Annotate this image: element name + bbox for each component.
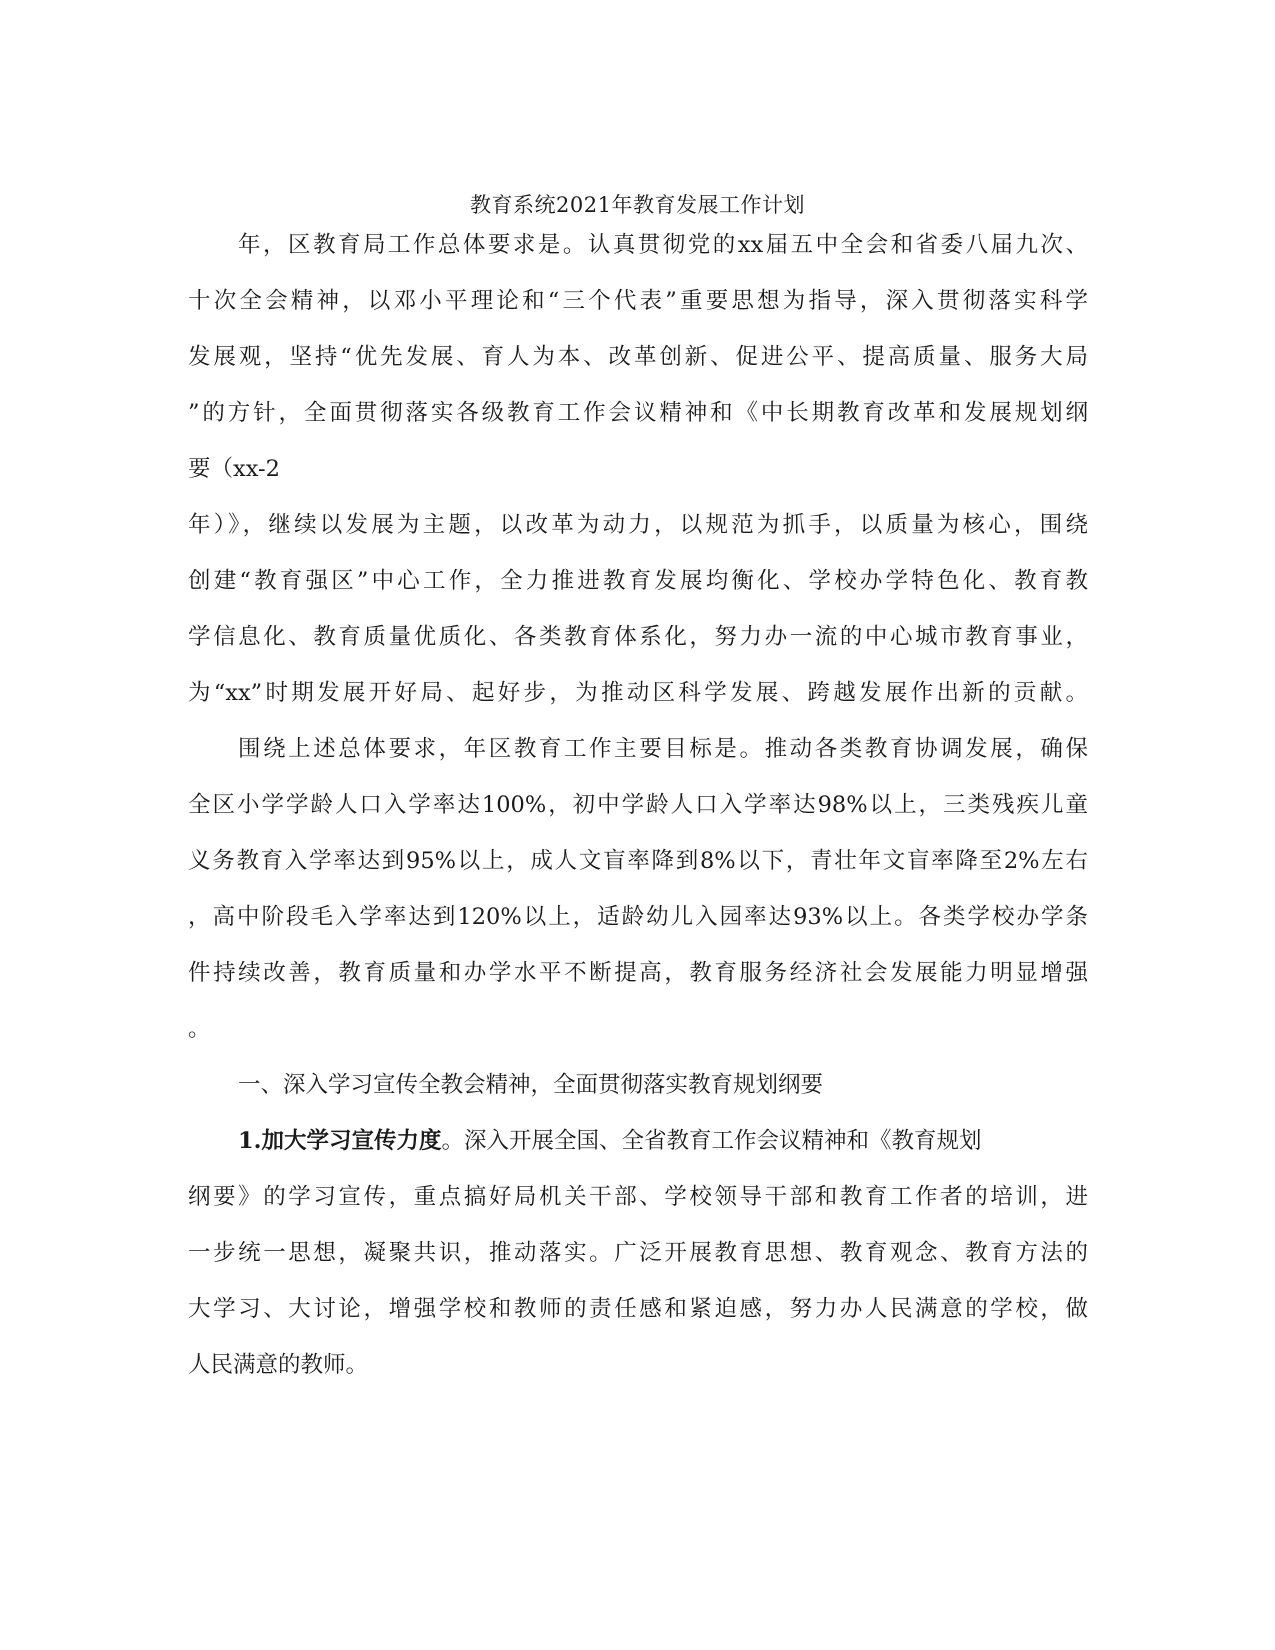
paragraph-1-line: ”的方针，全面贯彻落实各级教育工作会议精神和《中长期教育改革和发展规划纲 [188,400,1088,426]
paragraph-2-line: 围绕上述总体要求，年区教育工作主要目标是。推动各类教育协调发展，确保 [238,736,1088,762]
paragraph-1-line: 要（xx-2 [188,456,280,482]
item-1-heading: 1.加大学习宣传力度 [238,1128,442,1154]
paragraph-1-line: 创建“教育强区”中心工作，全力推进教育发展均衡化、学校办学特色化、教育教 [188,568,1088,594]
paragraph-1-line: 发展观，坚持“优先发展、育人为本、改革创新、促进公平、提高质量、服务大局 [188,344,1088,370]
section-heading: 一、深入学习宣传全教会精神，全面贯彻落实教育规划纲要 [238,1072,824,1098]
item-1-line: 人民满意的教师。 [188,1352,369,1378]
paragraph-1-line: 年，区教育局工作总体要求是。认真贯彻党的xx届五中全会和省委八届九次、 [238,232,1088,258]
paragraph-1-line: 年）》，继续以发展为主题，以改革为动力，以规范为抓手，以质量为核心，围绕 [188,512,1088,538]
item-1-line: 大学习、大讨论，增强学校和教师的责任感和紧迫感，努力办人民满意的学校，做 [188,1296,1088,1322]
document-title: 教育系统2021年教育发展工作计划 [470,193,805,217]
paragraph-1-line: 十次全会精神，以邓小平理论和“三个代表”重要思想为指导，深入贯彻落实科学 [188,288,1088,314]
paragraph-1-line: 学信息化、教育质量优质化、各类教育体系化，努力办一流的中心城市教育事业， [188,624,1088,650]
item-1-line: 纲要》的学习宣传，重点搞好局机关干部、学校领导干部和教育工作者的培训，进 [188,1184,1088,1210]
paragraph-2-line: 义务教育入学率达到95%以上，成人文盲率降到8%以下，青壮年文盲率降至2%左右 [188,848,1088,874]
paragraph-2-line: 。 [188,1016,211,1042]
item-1-first-line-text: 。深入开展全国、全省教育工作会议精神和《教育规划 [441,1128,982,1154]
item-1-first-line [238,1126,1088,1156]
paragraph-2-line: ，高中阶段毛入学率达到120%以上，适龄幼儿入园率达93%以上。各类学校办学条 [188,904,1088,930]
paragraph-2-line: 全区小学学龄人口入学率达100%，初中学龄人口入学率达98%以上，三类残疾儿童 [188,792,1088,818]
paragraph-1-line: 为“xx”时期发展开好局、起好步，为推动区科学发展、跨越发展作出新的贡献。 [188,680,1088,706]
paragraph-2-line: 件持续改善，教育质量和办学水平不断提高，教育服务经济社会发展能力明显增强 [188,960,1088,986]
item-1-line: 一步统一思想，凝聚共识，推动落实。广泛开展教育思想、教育观念、教育方法的 [188,1240,1088,1266]
